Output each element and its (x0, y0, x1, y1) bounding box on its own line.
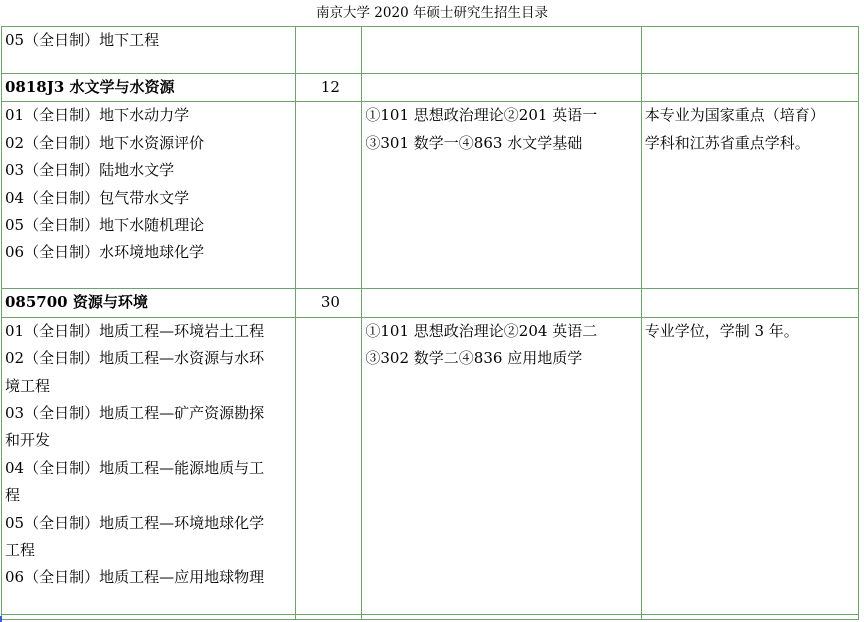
note-cell (641, 27, 858, 74)
major-header-row (2, 74, 859, 102)
direction-item: 和开发 (5, 431, 51, 450)
direction-item: 04（全日制）地质工程—能源地质与工 (5, 458, 265, 477)
direction-item: 程 (5, 486, 21, 505)
direction-item: 06（全日制）地质工程—应用地球物理 (5, 568, 265, 587)
major-quota: 30 (296, 289, 362, 317)
direction-list (2, 317, 296, 614)
remarks (641, 102, 858, 289)
major-quota: 12 (296, 74, 362, 102)
direction-item: 境工程 (5, 376, 51, 395)
remarks (641, 317, 858, 614)
remark-line: 学科和江苏省重点学科。 (644, 133, 810, 152)
direction-item: 01（全日制）地下水动力学 (5, 106, 190, 125)
exam-cell (362, 74, 641, 102)
exam-line: ①101 思想政治理论②204 英语二 (365, 321, 598, 340)
quota-cell (296, 27, 362, 74)
table-row (2, 27, 859, 74)
empty-cell (641, 614, 858, 619)
edge-marker (0, 616, 2, 622)
empty-cell (296, 614, 362, 619)
quota-cell (296, 102, 362, 289)
exam-subjects (362, 102, 641, 289)
exam-line: ③301 数学一④863 水文学基础 (365, 133, 583, 152)
major-code-name: 085700 资源与环境 (2, 289, 296, 317)
exam-subjects (362, 317, 641, 614)
remark-line: 专业学位，学制 3 年。 (644, 321, 799, 340)
direction-item: 06（全日制）水环境地球化学 (5, 243, 205, 262)
major-code-name: 0818J3 水文学与水资源 (2, 74, 296, 102)
direction-item: 02（全日制）地下水资源评价 (5, 133, 205, 152)
direction-item: 05（全日制）地质工程—环境地球化学 (5, 513, 265, 532)
page-title: 南京大学 2020 年硕士研究生招生目录 (316, 5, 548, 21)
exam-cell (362, 289, 641, 317)
major-detail-row (2, 102, 859, 289)
direction-item: 05（全日制）地下水随机理论 (5, 216, 205, 235)
exam-line: ①101 思想政治理论②201 英语一 (365, 106, 598, 125)
quota-cell (296, 317, 362, 614)
direction-cell (2, 27, 296, 74)
table-row (2, 614, 859, 619)
exam-line: ③302 数学二④836 应用地质学 (365, 349, 583, 368)
direction-item: 工程 (5, 541, 36, 560)
major-detail-row (2, 317, 859, 614)
empty-cell (362, 614, 641, 619)
direction-list (2, 102, 296, 289)
note-cell (641, 289, 858, 317)
catalog-table (1, 26, 859, 620)
direction-item: 01（全日制）地质工程—环境岩土工程 (5, 321, 265, 340)
note-cell (641, 74, 858, 102)
remark-line: 本专业为国家重点（培育） (644, 106, 825, 125)
exam-cell (362, 27, 641, 74)
direction-item: 03（全日制）陆地水文学 (5, 161, 175, 180)
direction-item: 02（全日制）地质工程—水资源与水环 (5, 349, 265, 368)
direction-item: 03（全日制）地质工程—矿产资源勘探 (5, 404, 265, 423)
direction-item: 04（全日制）包气带水文学 (5, 188, 190, 207)
direction-item: 05（全日制）地下工程 (5, 31, 160, 49)
major-header-row (2, 289, 859, 317)
empty-cell (2, 614, 296, 619)
